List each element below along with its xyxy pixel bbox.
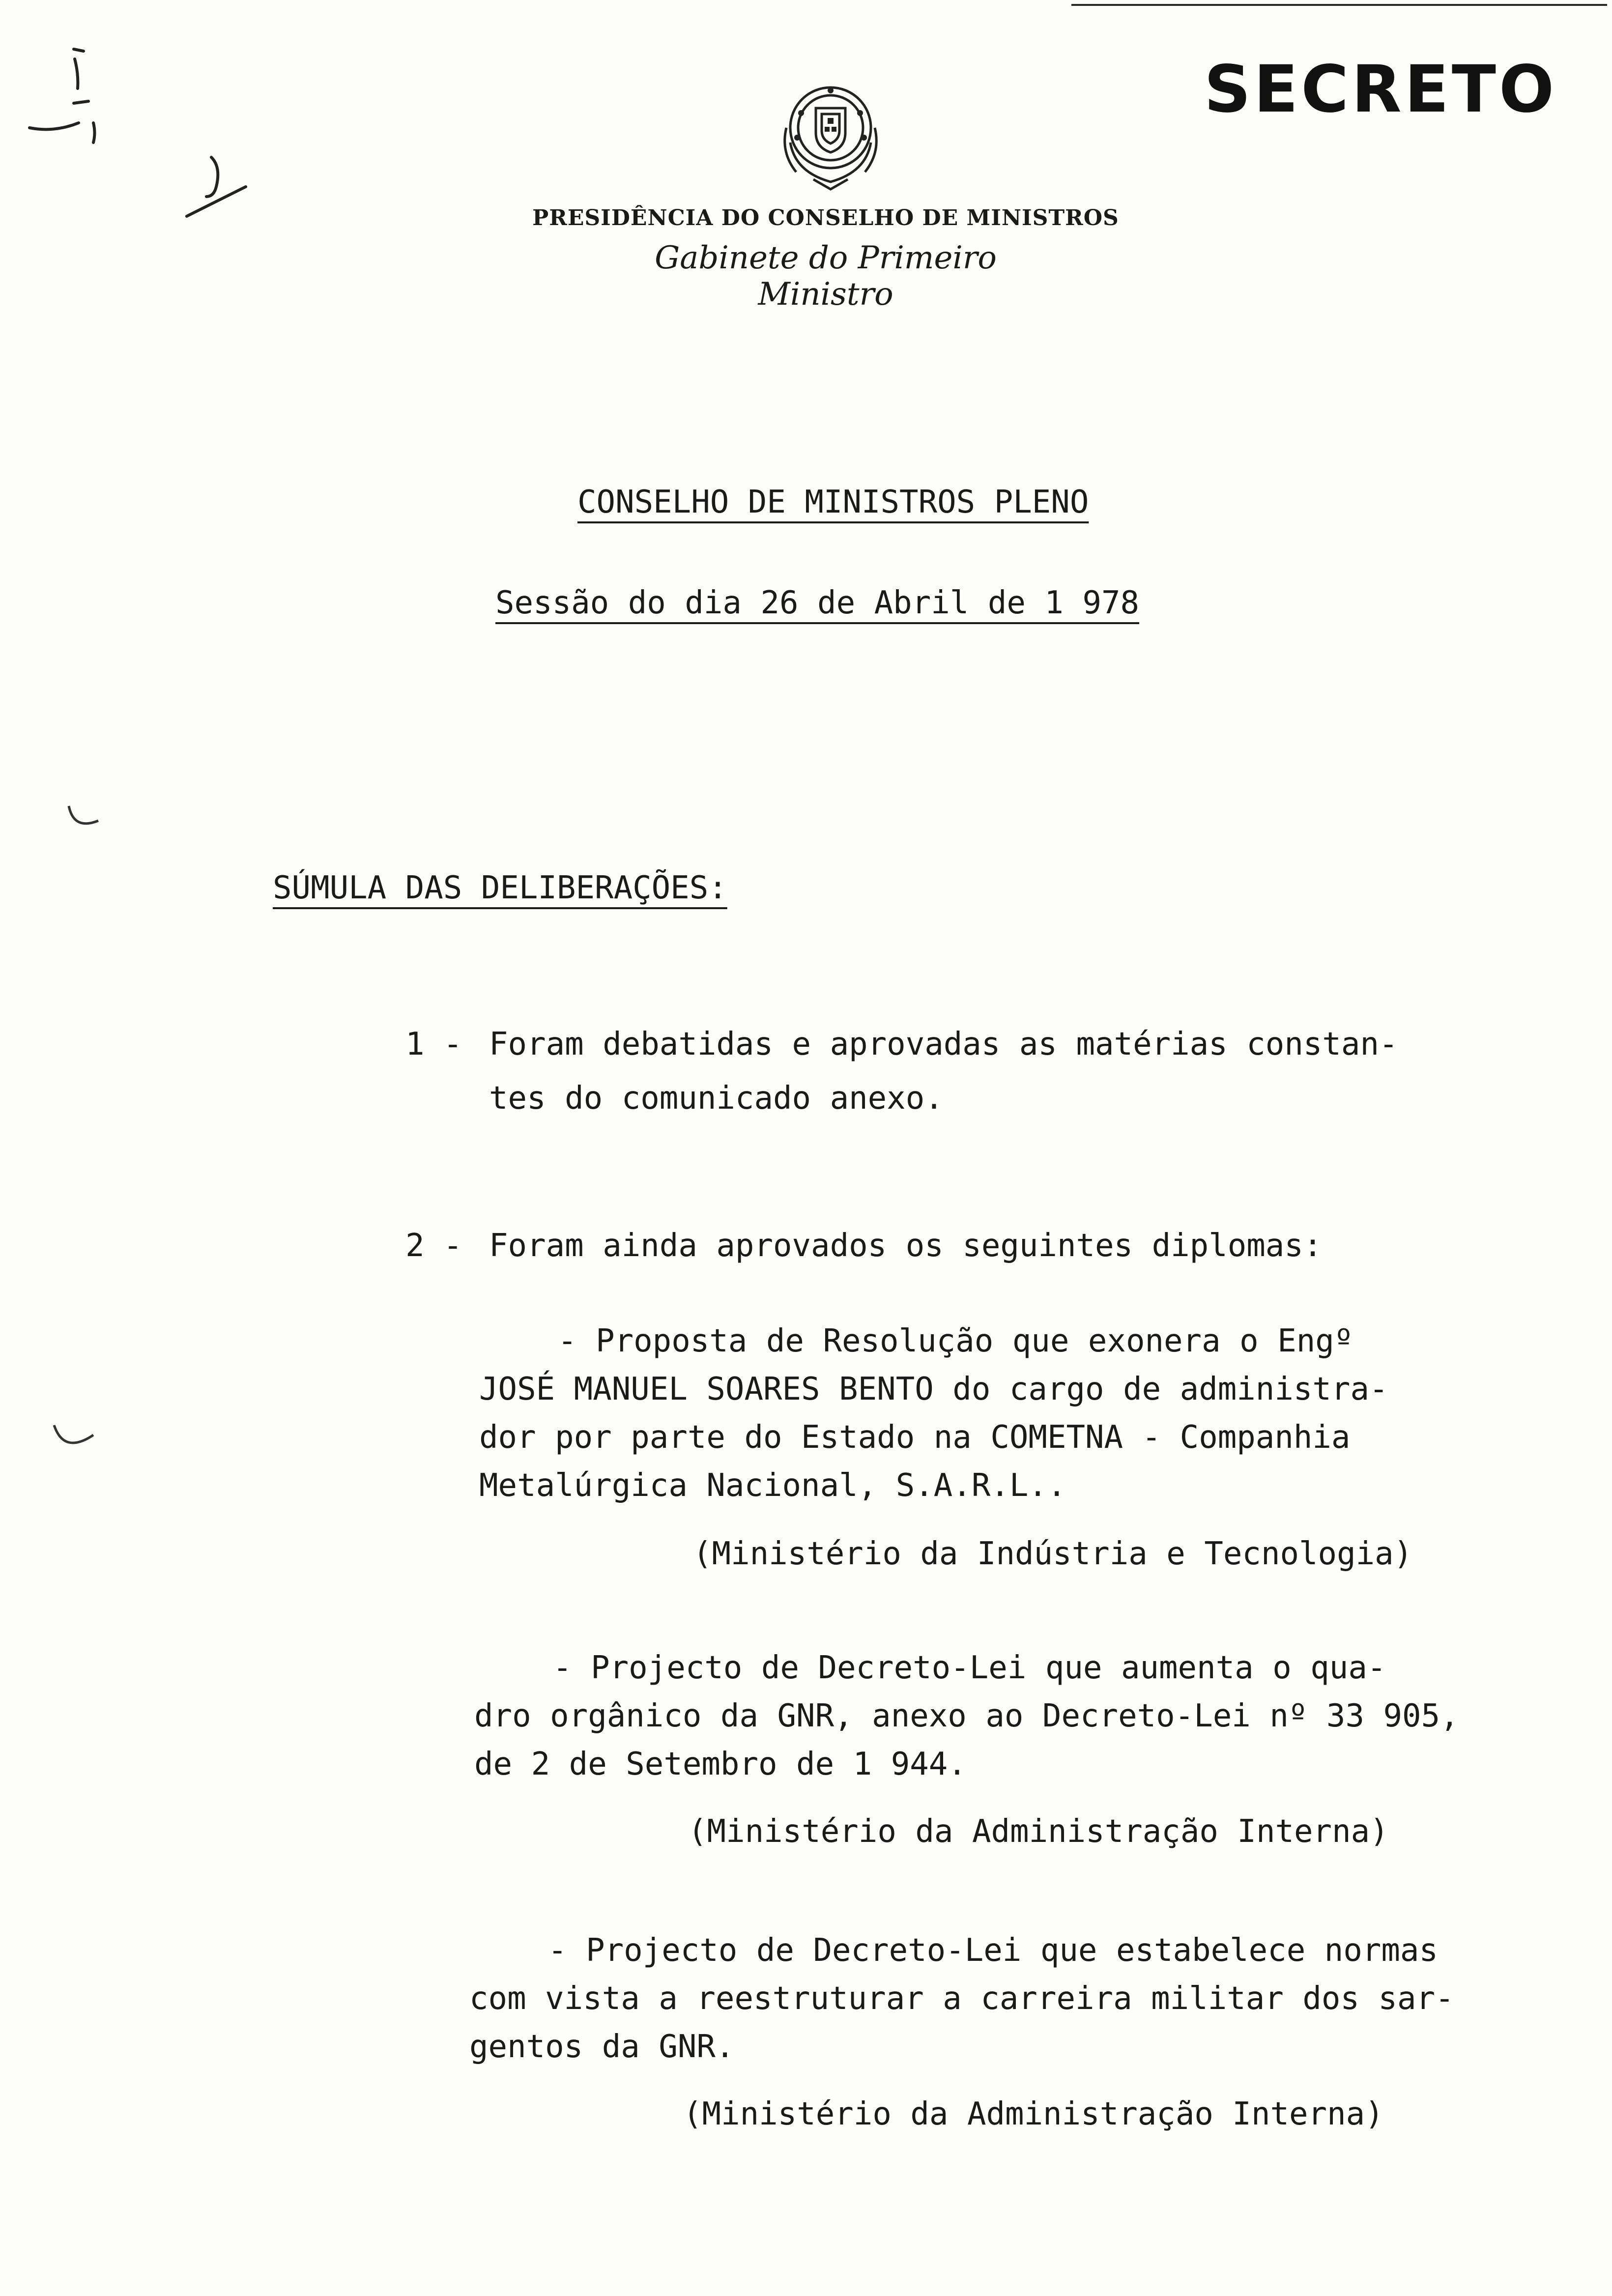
handwritten-initial-mark bbox=[182, 147, 251, 226]
diploma-line: JOSÉ MANUEL SOARES BENTO do cargo de administra- bbox=[479, 1371, 1388, 1407]
item-text bbox=[489, 1219, 1322, 1273]
handwritten-margin-mark bbox=[20, 39, 98, 157]
session-date: Sessão do dia 26 de Abril de 1 978 bbox=[495, 585, 1140, 621]
item-line: tes do comunicado anexo. bbox=[489, 1080, 944, 1117]
diploma-line: dro orgânico da GNR, anexo ao Decreto-Lei nº 33 905, bbox=[474, 1698, 1459, 1734]
organization-name: PRESIDÊNCIA DO CONSELHO DE MINISTROS bbox=[532, 205, 1119, 230]
top-edge-rule bbox=[1071, 4, 1607, 6]
diploma-line: gentos da GNR. bbox=[469, 2029, 735, 2065]
item-line: Foram debatidas e aprovadas as matérias constan- bbox=[489, 1026, 1398, 1062]
diploma-line: dor por parte do Estado na COMETNA - Companhia bbox=[479, 1419, 1351, 1456]
diploma-entry bbox=[474, 1644, 1459, 1788]
diploma-line: - Projecto de Decreto-Lei que aumenta o qua- bbox=[553, 1650, 1386, 1686]
classification-stamp: SECRETO bbox=[1204, 52, 1557, 127]
item-number: 1 - bbox=[405, 1026, 462, 1062]
diploma-ministry: (Ministério da Administração Interna) bbox=[688, 1813, 1389, 1850]
coat-of-arms-emblem bbox=[767, 69, 894, 197]
document-title: CONSELHO DE MINISTROS PLENO bbox=[577, 484, 1089, 520]
diploma-line: - Projecto de Decreto-Lei que estabelece normas bbox=[548, 1932, 1438, 1969]
item-text bbox=[489, 1017, 1398, 1125]
diploma-line: - Proposta de Resolução que exonera o Engº bbox=[558, 1323, 1353, 1359]
punch-hole-mark bbox=[49, 1420, 98, 1460]
diploma-line: de 2 de Setembro de 1 944. bbox=[474, 1746, 967, 1782]
organization-subtitle: Gabinete do Primeiro Ministro bbox=[655, 240, 997, 313]
section-heading: SÚMULA DAS DELIBERAÇÕES: bbox=[273, 870, 727, 906]
item-line: Foram ainda aprovados os seguintes diplomas: bbox=[489, 1228, 1323, 1264]
diploma-line: Metalúrgica Nacional, S.A.R.L.. bbox=[479, 1467, 1066, 1504]
diploma-line: com vista a reestruturar a carreira militar dos sar- bbox=[469, 1980, 1454, 2017]
diploma-ministry: (Ministério da Administração Interna) bbox=[683, 2096, 1384, 2132]
diploma-entry bbox=[469, 1926, 1454, 2071]
item-number: 2 - bbox=[405, 1228, 462, 1264]
diploma-ministry: (Ministério da Indústria e Tecnologia) bbox=[693, 1536, 1413, 1572]
diploma-entry bbox=[479, 1317, 1388, 1510]
punch-hole-mark bbox=[64, 796, 103, 835]
